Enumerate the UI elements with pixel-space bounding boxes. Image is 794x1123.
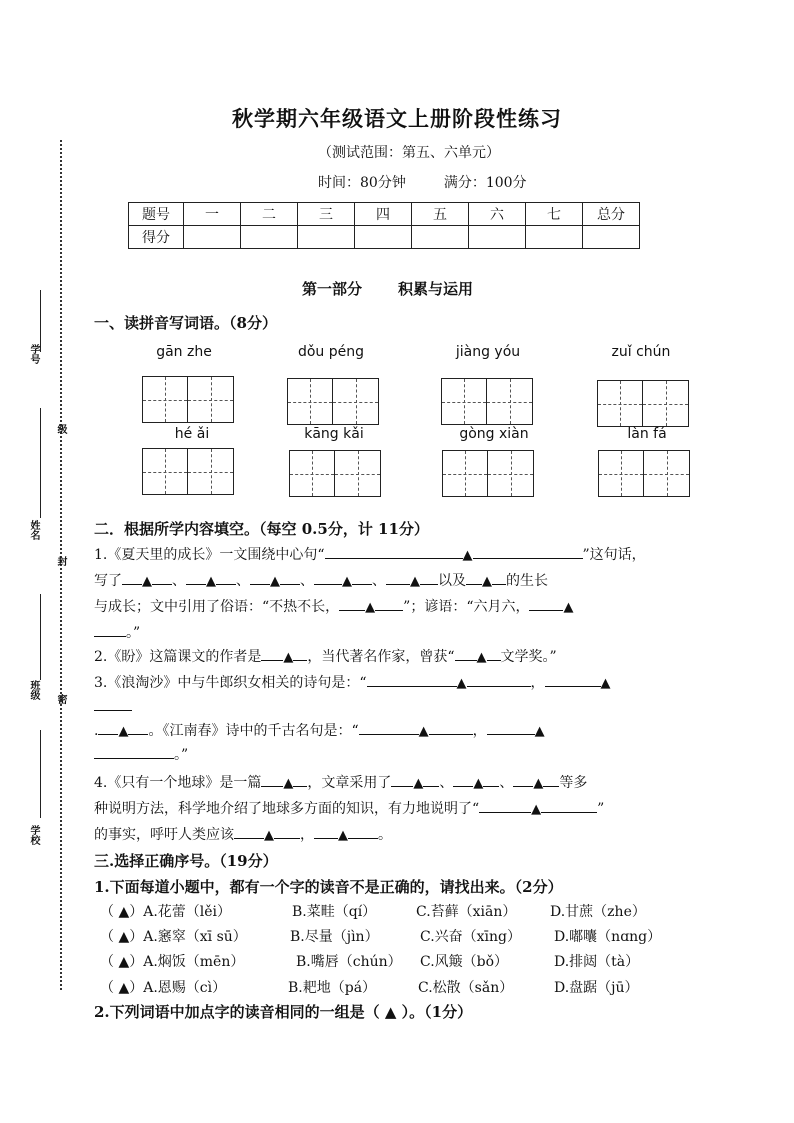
q4-text: ， — [300, 827, 314, 843]
q4-text: 的事实，呼吁人类应该 — [94, 827, 234, 843]
mark-triangle: ▲ — [534, 724, 545, 739]
pinyin-label: dǒu péng — [297, 344, 365, 360]
score-header: 二 — [241, 203, 298, 226]
mark-triangle: ▲ — [118, 724, 129, 739]
q1-text: 写了 — [94, 573, 122, 589]
option-d[interactable]: D.甘蔗（zhe） — [550, 904, 646, 920]
answer-blank[interactable] — [250, 570, 270, 585]
score-cell[interactable] — [583, 226, 640, 249]
answer-blank[interactable] — [479, 798, 531, 813]
option-c[interactable]: C.兴奋（xīng） — [420, 929, 522, 945]
mark-triangle: ▲ — [456, 676, 467, 691]
answer-blank[interactable] — [234, 824, 264, 839]
q1-line2: 写了 ▲ 、 ▲ 、 ▲ 、 ▲ 、 ▲ 以及 ▲ 的生长 — [94, 570, 548, 592]
q4-text: 。 — [378, 827, 392, 843]
answer-blank[interactable] — [339, 596, 365, 611]
mark-triangle: ▲ — [283, 776, 294, 791]
writing-grid[interactable] — [441, 378, 533, 425]
writing-grid[interactable] — [142, 448, 234, 495]
score-cell[interactable] — [355, 226, 412, 249]
answer-blank[interactable] — [367, 672, 457, 687]
score-header: 总分 — [583, 203, 640, 226]
mark-triangle: ▲ — [283, 650, 294, 665]
answer-blank[interactable] — [348, 824, 378, 839]
option-a[interactable]: （ ▲）A.窸窣（xī sū） — [100, 929, 247, 945]
time-label: 时间：80分钟 — [318, 175, 406, 191]
label-name: 姓名 — [28, 520, 39, 540]
q3-text: 3.《浪淘沙》中与牛郎织女相关的诗句是：“ — [94, 675, 367, 691]
option-c[interactable]: C.松散（sǎn） — [418, 980, 514, 996]
part-title: 第一部分 — [302, 280, 363, 298]
answer-blank[interactable] — [529, 596, 563, 611]
q1-line4 — [94, 622, 140, 643]
pinyin-label: hé ǎi — [174, 426, 210, 442]
mark-triangle: ▲ — [462, 548, 473, 563]
pinyin-label: làn fá — [627, 426, 667, 442]
answer-blank[interactable] — [455, 646, 477, 661]
student-id-line — [40, 290, 41, 352]
section3-q1: 1.下面每道小题中，都有一个字的读音不是正确的，请找出来。（2分） — [94, 878, 563, 896]
option-b[interactable]: B.嘴唇（chún） — [296, 954, 402, 970]
q3-text: 。” — [174, 747, 189, 763]
answer-blank[interactable] — [386, 570, 410, 585]
mark-triangle: ▲ — [270, 574, 280, 589]
pinyin-label: gòng xiàn — [459, 426, 529, 442]
answer-blank[interactable] — [186, 570, 206, 585]
mark-triangle: ▲ — [413, 776, 424, 791]
score-cell[interactable] — [241, 226, 298, 249]
answer-blank[interactable] — [94, 744, 174, 759]
answer-blank[interactable] — [293, 646, 307, 661]
q3-line3: . ▲ 。《江南春》诗中的千古名句是：“ ▲ ， ▲ — [94, 720, 545, 742]
q3-line2 — [94, 696, 132, 717]
full-score-label: 满分：100分 — [443, 175, 527, 191]
score-header: 五 — [412, 203, 469, 226]
writing-grid[interactable] — [597, 380, 689, 427]
q3-text: ， — [472, 723, 487, 739]
mark-triangle: ▲ — [410, 574, 420, 589]
mark-triangle: ▲ — [476, 650, 487, 665]
answer-blank[interactable] — [541, 798, 597, 813]
score-header: 一 — [184, 203, 241, 226]
answer-blank[interactable] — [314, 570, 342, 585]
answer-blank[interactable] — [261, 646, 283, 661]
mark-triangle: ▲ — [418, 724, 429, 739]
option-c[interactable]: C.苔藓（xiān） — [416, 904, 517, 920]
writing-grid[interactable] — [287, 378, 379, 425]
school-line — [40, 730, 41, 818]
option-b[interactable]: B.尽量（jìn） — [290, 929, 379, 945]
mark-triangle: ▲ — [563, 600, 574, 615]
score-row-label: 得分 — [129, 226, 184, 249]
answer-blank[interactable] — [420, 570, 438, 585]
score-header: 题号 — [129, 203, 184, 226]
option-row — [100, 926, 661, 946]
q3-line4 — [94, 744, 188, 765]
score-cell[interactable] — [526, 226, 583, 249]
page-title: 秋学期六年级语文上册阶段性练习 — [232, 106, 562, 131]
q4-text: ” — [597, 801, 605, 817]
option-row — [100, 901, 646, 921]
part-heading — [302, 278, 473, 299]
answer-blank[interactable] — [274, 824, 300, 839]
option-b[interactable]: B.菜畦（qí） — [292, 904, 377, 920]
answer-blank[interactable] — [492, 570, 506, 585]
q1-line3 — [94, 596, 573, 618]
label-student-id: 学号 — [28, 344, 39, 364]
answer-blank[interactable] — [216, 570, 236, 585]
answer-blank[interactable] — [423, 772, 439, 787]
option-b[interactable]: B.耙地（pá） — [288, 980, 377, 996]
time-info — [318, 172, 527, 192]
writing-grid[interactable] — [598, 450, 690, 497]
pinyin-label: zuǐ chún — [611, 344, 671, 360]
option-d[interactable]: D.排闼（tà） — [554, 954, 640, 970]
writing-grid[interactable] — [442, 450, 534, 497]
score-table — [128, 202, 640, 249]
mark-triangle: ▲ — [600, 676, 611, 691]
section2-heading: 二．根据所学内容填空。（每空 0.5分，计 11分） — [94, 520, 429, 538]
name-line — [40, 408, 41, 518]
answer-blank[interactable] — [293, 772, 307, 787]
q2-text: ，当代著名作家，曾获“ — [307, 649, 455, 665]
mark-triangle: ▲ — [264, 828, 274, 843]
writing-grid[interactable] — [142, 376, 234, 423]
answer-blank[interactable] — [352, 570, 372, 585]
score-cell[interactable] — [412, 226, 469, 249]
score-header: 四 — [355, 203, 412, 226]
label-seal-feng: 封 — [55, 556, 66, 566]
mark-triangle: ▲ — [342, 574, 352, 589]
q4-text: 种说明方法，科学地介绍了地球多方面的知识，有力地说明了“ — [94, 801, 480, 817]
answer-blank[interactable] — [122, 570, 142, 585]
answer-blank[interactable] — [473, 544, 583, 559]
q1-text: 以及 — [438, 573, 466, 589]
answer-blank[interactable] — [545, 672, 601, 687]
q2-line — [94, 646, 557, 668]
answer-blank[interactable] — [467, 672, 531, 687]
option-d[interactable]: D.盘踞（jū） — [554, 980, 639, 996]
q1-text: 的生长 — [506, 573, 548, 589]
score-cell[interactable] — [184, 226, 241, 249]
answer-blank[interactable] — [466, 570, 482, 585]
q2-text: 2.《盼》这篇课文的作者是 — [94, 649, 262, 665]
answer-blank[interactable] — [98, 720, 118, 735]
answer-blank[interactable] — [429, 720, 473, 735]
answer-blank[interactable] — [94, 622, 126, 637]
option-row — [100, 951, 639, 971]
label-seal-ji: 级 — [55, 424, 66, 434]
answer-blank[interactable] — [280, 570, 300, 585]
option-a[interactable]: （ ▲）A.恩赐（cì） — [100, 980, 227, 996]
answer-blank[interactable] — [359, 720, 419, 735]
answer-blank[interactable] — [483, 772, 499, 787]
score-header: 七 — [526, 203, 583, 226]
section3-q2: 2.下列词语中加点字的读音相同的一组是（ ▲ ）。（1分） — [94, 1003, 473, 1021]
mark-triangle: ▲ — [531, 802, 542, 817]
option-d[interactable]: D.嘟囔（nɑng） — [554, 929, 662, 945]
q4-text: ，文章采用了 — [307, 775, 392, 791]
mark-triangle: ▲ — [473, 776, 484, 791]
mark-triangle: ▲ — [365, 600, 376, 615]
part-subtitle: 积累与运用 — [398, 280, 474, 298]
score-cell[interactable] — [298, 226, 355, 249]
label-school: 学校 — [28, 825, 39, 845]
pinyin-label: jiàng yóu — [455, 344, 521, 360]
score-cell[interactable] — [469, 226, 526, 249]
q2-text: 文学奖。” — [500, 649, 557, 665]
label-class: 班级 — [28, 680, 39, 700]
mark-triangle: ▲ — [338, 828, 348, 843]
option-c[interactable]: C.风簸（bǒ） — [420, 954, 509, 970]
class-line — [40, 594, 41, 680]
answer-blank[interactable] — [543, 772, 559, 787]
answer-blank[interactable] — [325, 544, 463, 559]
score-table-score-row — [129, 226, 640, 249]
score-table-header-row — [129, 203, 640, 226]
q1-text: ”这句话， — [582, 547, 646, 563]
q1-text: 。” — [126, 625, 141, 641]
answer-blank[interactable] — [487, 646, 501, 661]
q1-text: 与成长；文中引用了俗语：“不热不长， — [94, 599, 340, 615]
answer-blank[interactable] — [375, 596, 403, 611]
test-scope: （测试范围：第五、六单元） — [318, 145, 500, 161]
q4-line3 — [94, 824, 392, 846]
answer-blank[interactable] — [94, 696, 132, 711]
answer-blank[interactable] — [453, 772, 473, 787]
section3-heading: 三.选择正确序号。（19分） — [94, 852, 278, 870]
option-a[interactable]: （ ▲）A.花蕾（lěi） — [100, 904, 232, 920]
section1-heading: 一、读拼音写词语。（8分） — [94, 314, 277, 332]
answer-blank[interactable] — [487, 720, 535, 735]
q3-text: ， — [530, 675, 545, 691]
q4-line1: 4.《只有一个地球》是一篇 ▲ ，文章采用了 ▲ 、 ▲ 、 ▲ 等多 — [94, 772, 587, 794]
answer-blank[interactable] — [314, 824, 338, 839]
q3-line1 — [94, 672, 611, 694]
option-a[interactable]: （ ▲）A.焖饭（mēn） — [100, 954, 245, 970]
answer-blank[interactable] — [128, 720, 148, 735]
q1-text: 1.《夏天里的成长》一文围绕中心句“ — [94, 547, 325, 563]
answer-blank[interactable] — [261, 772, 283, 787]
q1-line1 — [94, 544, 646, 566]
option-row — [100, 977, 639, 997]
mark-triangle: ▲ — [142, 574, 152, 589]
answer-blank[interactable] — [391, 772, 413, 787]
answer-blank[interactable] — [152, 570, 172, 585]
q3-text: 。《江南春》诗中的千古名句是：“ — [148, 723, 359, 739]
q4-text: 4.《只有一个地球》是一篇 — [94, 775, 262, 791]
pinyin-label: kāng kǎi — [304, 426, 364, 442]
label-seal-mi: 密 — [55, 694, 66, 704]
q4-text: 等多 — [559, 775, 588, 791]
answer-blank[interactable] — [513, 772, 533, 787]
score-header: 三 — [298, 203, 355, 226]
writing-grid[interactable] — [289, 450, 381, 497]
pinyin-label: gān zhe — [156, 344, 212, 360]
q1-text: ”；谚语：“六月六， — [403, 599, 530, 615]
mark-triangle: ▲ — [206, 574, 216, 589]
score-header: 六 — [469, 203, 526, 226]
mark-triangle: ▲ — [482, 574, 492, 589]
q4-line2 — [94, 798, 604, 820]
mark-triangle: ▲ — [533, 776, 544, 791]
